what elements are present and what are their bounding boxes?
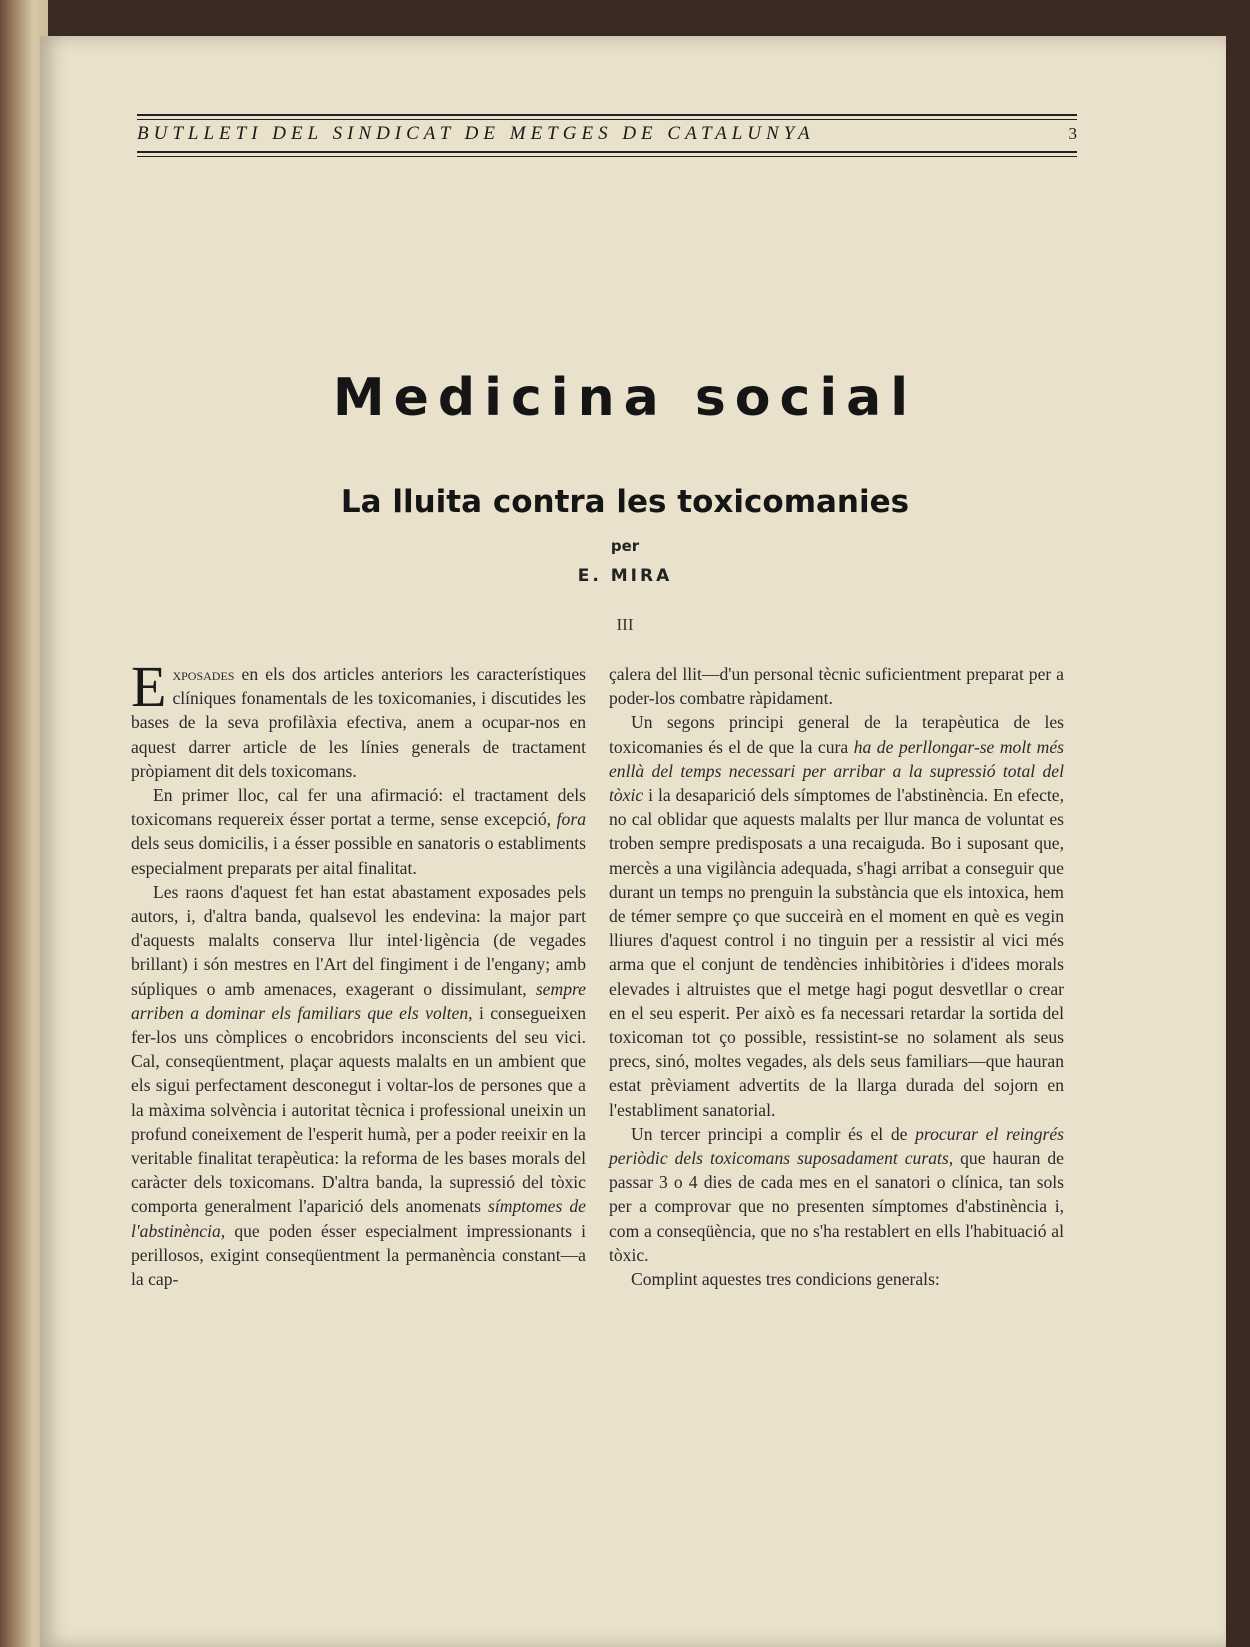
paragraph: [131, 880, 586, 1291]
journal-title: BUTLLETI DEL SINDICAT DE METGES DE CATALUNYA: [137, 123, 815, 144]
paragraph: [131, 654, 586, 783]
emphasis: ha de perllongar-se molt més enllà del temps necessari per arribar a la supressió total del tòxic: [609, 736, 1064, 806]
drop-cap: E: [131, 654, 167, 719]
paragraph: çalera del llit—d'un personal tècnic suficientment preparat per a poder-los combatre ràpidament.: [609, 664, 1064, 709]
emphasis: fora: [556, 809, 586, 830]
right-column: [609, 662, 1064, 1291]
text-span: Les raons d'aquest fet han estat abastament exposades pels autors, i, d'altra banda, qualsevol les endevina: la major part d'aquests malalts conserva llur intel·ligència (de vegades brillant) i són mestres en l'Art del fingiment i de l'engany; amb súpliques o amb amenaces, exagerant o dissimulant,: [131, 881, 586, 999]
emphasis: procurar el reingrés periòdic dels toxicomans suposadament curats,: [609, 1123, 1064, 1169]
paragraph: [609, 710, 1064, 1121]
emphasis: sempre arriben a dominar els familiars que els volten,: [131, 978, 586, 1023]
section-title: Medicina social: [332, 368, 918, 428]
running-header: [137, 114, 1077, 157]
text-span: i consegueixen fer-los uns còmplices o encobridors inconscients del seu vici. Cal, conseqüentment, plaçar aquests malalts en un ambient que els sigui perfectament desconegut i voltar-los de persones que a la màxima solvència i autoritat tècnica i professional uneixin un profund coneixement de l'esperit humà, per a poder reeixir en la veritable finalitat terapèutica: la reforma de les bases morals del caràcter dels toxicomans. D'altra banda, la supressió del tòxic comporta generalment l'aparició dels anomenats: [131, 1002, 586, 1217]
text-span: dels seus domicilis, i a ésser possible en sanatoris o establiments especialment preparats per aital finalitat.: [131, 833, 586, 878]
text-span: Un tercer principi a complir és el de: [631, 1123, 916, 1144]
byline-prefix: per: [610, 537, 640, 555]
text-span: en els dos articles anteriors les característiques clíniques fonamentals de les toxicomanies, i discutides les bases de la seva profilàxia efectiva, anem a ocupar-nos en aquest darrer article de les línies generals de tractament pròpiament dit dels toxicomans.: [131, 664, 586, 781]
author-name: E. MIRA: [577, 566, 673, 586]
part-number: III: [616, 615, 634, 634]
header-rule-bottom: [137, 151, 1077, 153]
text-span: En primer lloc, cal fer una afirmació: el tractament dels toxicomans requereix ésser portat a terme, sense excepció,: [131, 785, 586, 830]
left-column: [131, 654, 586, 1291]
page-number: 3: [1068, 124, 1077, 143]
paragraph: Complint aquestes tres condicions generals:: [631, 1269, 940, 1290]
article-title: La lluita contra les toxicomanies: [340, 484, 910, 520]
emphasis: símptomes de l'abstinència,: [131, 1196, 586, 1241]
paragraph: [609, 1122, 1064, 1267]
text-span: i la desaparició dels símptomes de l'abstinència. En efecte, no cal oblidar que aquests malalts per llur manca de voluntat es troben sempre predisposats a una recaiguda. Bo i suposant que, mercès a una vigilància adequada, s'hagi arribat a conseguir que durant un temps no prenguin la substància que els intoxica, hem de témer sempre ço que succeirà en el moment en què es vegin lliures d'aquest control i no tinguin per a ressistir al vici més arma que el conjunt de tendències inhibitòries i d'idees morals elevades i altruistes que el metge hagi pogut desvetllar o crear en el seu esperit. Per això es fa necessari retardar la sortida del toxicoman tot ço possible, ressistint-se no solament als seus precs, sinó, moltes vegades, als dels seus familiars—que hauran estat prèviament advertits de la llarga durada del sojorn en l'establiment sanatorial.: [609, 785, 1064, 1120]
text-span: que poden ésser especialment impressionants i perillosos, exigint conseqüentment la permanència constant—a la cap-: [131, 1220, 586, 1290]
header-rule-top: [137, 114, 1077, 116]
text-span: Un segons principi general de la terapèutica de les toxicomanies és el de que la cura: [609, 712, 1064, 757]
text-span: que hauran de passar 3 o 4 dies de cada mes en el sanatori o clínica, tan sols per a comprovar que no presenten símptomes d'abstinència i, com a conseqüència, que no s'ha restablert en ells l'habituació al tòxic.: [609, 1148, 1064, 1265]
text-span: xposades: [172, 664, 235, 684]
paragraph: [131, 783, 586, 880]
header-rule-bottom-thin: [137, 156, 1077, 157]
